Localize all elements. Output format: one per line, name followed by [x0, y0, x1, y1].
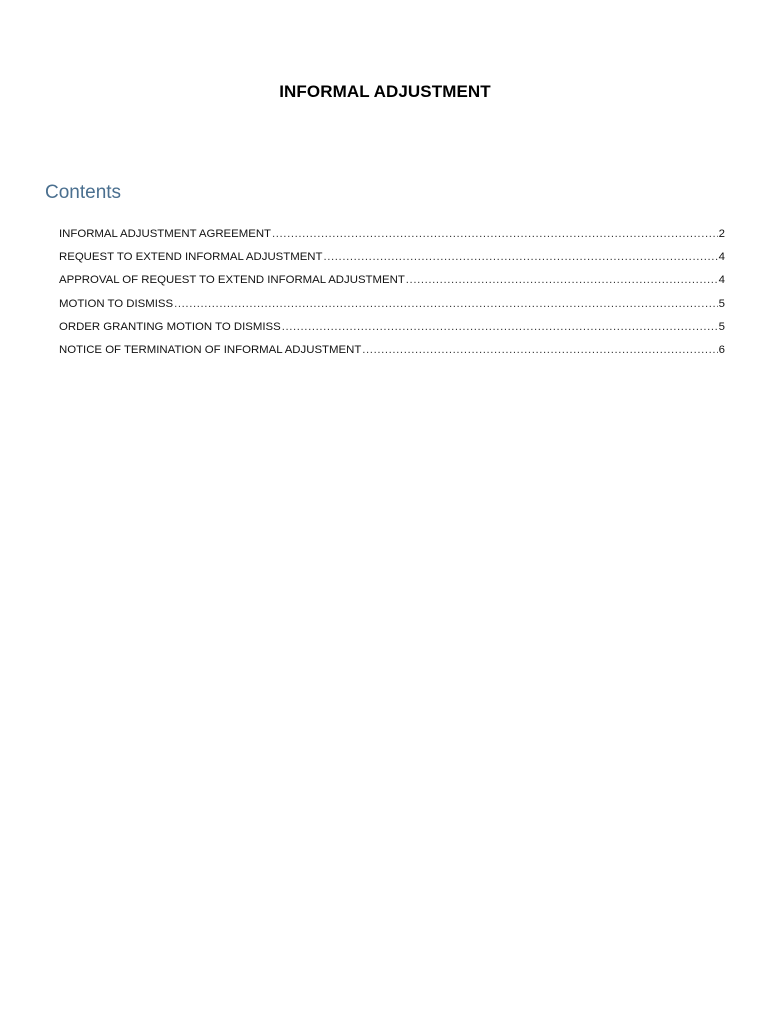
toc-entry-page-number: 4: [718, 274, 725, 287]
table-of-contents: [59, 228, 725, 367]
toc-entry-motion-to-dismiss[interactable]: [59, 298, 725, 321]
toc-dot-leader: [272, 228, 718, 240]
document-title: INFORMAL ADJUSTMENT: [279, 82, 491, 101]
toc-heading: Contents: [45, 182, 122, 203]
toc-entry-request-to-extend[interactable]: [59, 251, 725, 274]
toc-entry-notice-of-termination[interactable]: [59, 344, 725, 367]
toc-entry-label: APPROVAL OF REQUEST TO EXTEND INFORMAL ADJUSTMENT: [59, 274, 405, 287]
toc-entry-page-number: 6: [718, 343, 725, 356]
toc-entry-informal-adjustment-agreement[interactable]: [59, 228, 725, 251]
toc-entry-label: NOTICE OF TERMINATION OF INFORMAL ADJUSTMENT: [59, 343, 362, 356]
toc-dot-leader: [174, 298, 718, 310]
toc-entry-page-number: 5: [718, 297, 725, 310]
toc-entry-page-number: 2: [718, 228, 725, 240]
toc-entry-page-number: 4: [718, 251, 725, 264]
toc-dot-leader: [282, 321, 718, 333]
toc-entry-approval-of-request[interactable]: [59, 274, 725, 297]
toc-entry-label: REQUEST TO EXTEND INFORMAL ADJUSTMENT: [59, 251, 323, 264]
toc-entry-order-granting-motion[interactable]: [59, 321, 725, 344]
toc-dot-leader: [324, 251, 718, 263]
toc-dot-leader: [362, 344, 717, 356]
toc-entry-label: INFORMAL ADJUSTMENT AGREEMENT: [59, 228, 272, 240]
toc-entry-label: ORDER GRANTING MOTION TO DISMISS: [59, 320, 281, 333]
toc-dot-leader: [406, 274, 718, 286]
toc-entry-page-number: 5: [718, 320, 725, 333]
toc-entry-label: MOTION TO DISMISS: [59, 297, 174, 310]
